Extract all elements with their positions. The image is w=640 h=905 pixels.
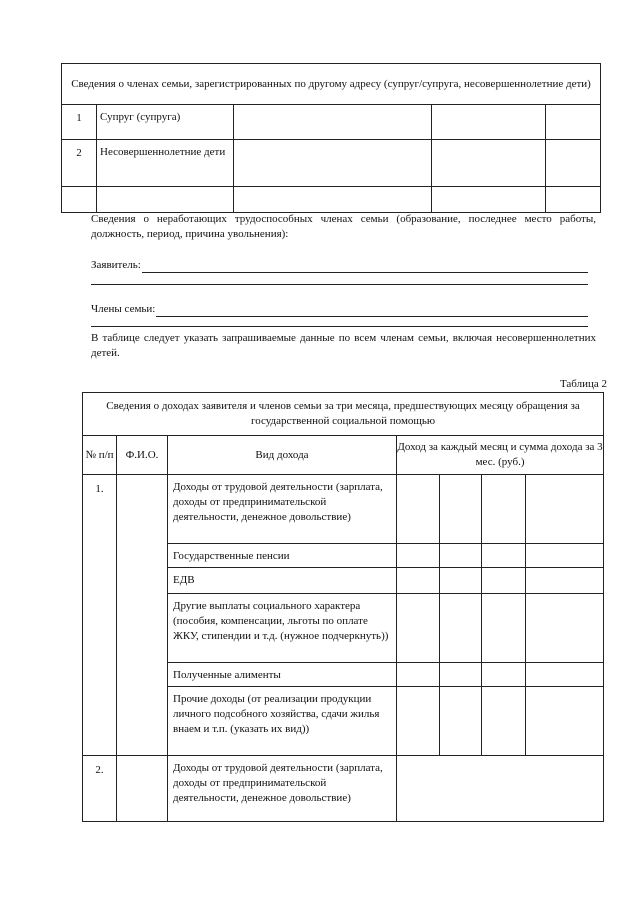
row-label: Несовершеннолетние дети xyxy=(97,140,234,187)
income-type: Доходы от трудовой деятельности (зарплата, доходы от предпринимательской деятельности, денежное довольствие) xyxy=(168,475,397,544)
person-fio-cell[interactable] xyxy=(117,756,168,822)
income-month-cell[interactable] xyxy=(482,544,526,568)
income-type: Доходы от трудовой деятельности (зарплата, доходы от предпринимательской деятельности, денежное довольствие) xyxy=(168,756,397,822)
empty-cell[interactable] xyxy=(432,105,546,140)
family-members-table-header: Сведения о членах семьи, зарегистрированных по другому адресу (супруг/супруга, несовершеннолетние дети) xyxy=(62,64,601,105)
income-month-cell[interactable] xyxy=(397,475,440,544)
income-month-cell[interactable] xyxy=(440,687,482,756)
income-total-cell[interactable] xyxy=(526,568,604,594)
table-row xyxy=(83,756,604,822)
empty-cell[interactable] xyxy=(546,187,601,213)
empty-cell[interactable] xyxy=(234,187,432,213)
income-month-cell[interactable] xyxy=(440,594,482,663)
income-month-cell[interactable] xyxy=(482,687,526,756)
empty-cell[interactable] xyxy=(234,105,432,140)
income-month-cell[interactable] xyxy=(397,687,440,756)
members-label: Члены семьи: xyxy=(91,303,156,315)
table2-label: Таблица 2 xyxy=(559,378,607,390)
row-label: Супруг (супруга) xyxy=(97,105,234,140)
income-table xyxy=(82,392,604,822)
income-type: ЕДВ xyxy=(168,568,397,594)
empty-cell[interactable] xyxy=(234,140,432,187)
person-number: 1. xyxy=(83,475,117,756)
income-month-cell[interactable] xyxy=(482,663,526,687)
income-table-header: Сведения о доходах заявителя и членов семьи за три месяца, предшествующих месяцу обращения за государственной социальной помощью xyxy=(83,393,604,436)
column-header-income-amount: Доход за каждый месяц и сумма дохода за 3 мес. (руб.) xyxy=(397,436,604,475)
empty-cell[interactable] xyxy=(432,140,546,187)
income-type: Государственные пенсии xyxy=(168,544,397,568)
table-note: В таблице следует указать запрашиваемые данные по всем членам семьи, включая несовершеннолетних детей. xyxy=(91,332,596,359)
table-row xyxy=(62,187,601,213)
income-amount-cell[interactable] xyxy=(397,756,604,822)
row-number: 1 xyxy=(62,105,97,140)
person-fio-cell[interactable] xyxy=(117,475,168,756)
applicant-label: Заявитель: xyxy=(91,259,141,271)
income-type: Другие выплаты социального характера (пособия, компенсации, льготы по оплате ЖКУ, стипендии и т.д. (нужное подчеркнуть)) xyxy=(168,594,397,663)
income-type: Полученные алименты xyxy=(168,663,397,687)
table-row xyxy=(83,475,604,544)
table-row xyxy=(62,105,601,140)
applicant-fill-line[interactable] xyxy=(142,259,588,273)
person-number: 2. xyxy=(83,756,117,822)
income-month-cell[interactable] xyxy=(482,568,526,594)
income-total-cell[interactable] xyxy=(526,475,604,544)
income-type: Прочие доходы (от реализации продукции личного подсобного хозяйства, сдачи жилья внаем и т.п. (указать их вид)) xyxy=(168,687,397,756)
income-total-cell[interactable] xyxy=(526,687,604,756)
income-total-cell[interactable] xyxy=(526,594,604,663)
income-total-cell[interactable] xyxy=(526,544,604,568)
nonworking-members-text: Сведения о неработающих трудоспособных членах семьи (образование, последнее место работы, должность, период, причина увольнения): xyxy=(91,213,596,240)
empty-cell[interactable] xyxy=(432,187,546,213)
family-members-table xyxy=(61,63,601,213)
income-month-cell[interactable] xyxy=(440,663,482,687)
row-label[interactable] xyxy=(97,187,234,213)
empty-cell[interactable] xyxy=(546,140,601,187)
members-line[interactable] xyxy=(91,302,588,317)
members-second-line[interactable] xyxy=(91,326,588,327)
applicant-line[interactable] xyxy=(91,258,588,273)
income-month-cell[interactable] xyxy=(440,475,482,544)
income-month-cell[interactable] xyxy=(440,544,482,568)
income-month-cell[interactable] xyxy=(482,475,526,544)
income-month-cell[interactable] xyxy=(397,594,440,663)
income-month-cell[interactable] xyxy=(397,663,440,687)
applicant-second-line[interactable] xyxy=(91,284,588,285)
members-fill-line[interactable] xyxy=(156,303,588,317)
income-month-cell[interactable] xyxy=(397,568,440,594)
column-header-income-type: Вид дохода xyxy=(168,436,397,475)
row-number[interactable] xyxy=(62,187,97,213)
empty-cell[interactable] xyxy=(546,105,601,140)
income-month-cell[interactable] xyxy=(397,544,440,568)
income-total-cell[interactable] xyxy=(526,663,604,687)
column-header-fio: Ф.И.О. xyxy=(117,436,168,475)
table-row xyxy=(62,140,601,187)
row-number: 2 xyxy=(62,140,97,187)
income-month-cell[interactable] xyxy=(482,594,526,663)
income-month-cell[interactable] xyxy=(440,568,482,594)
column-header-number: № п/п xyxy=(83,436,117,475)
